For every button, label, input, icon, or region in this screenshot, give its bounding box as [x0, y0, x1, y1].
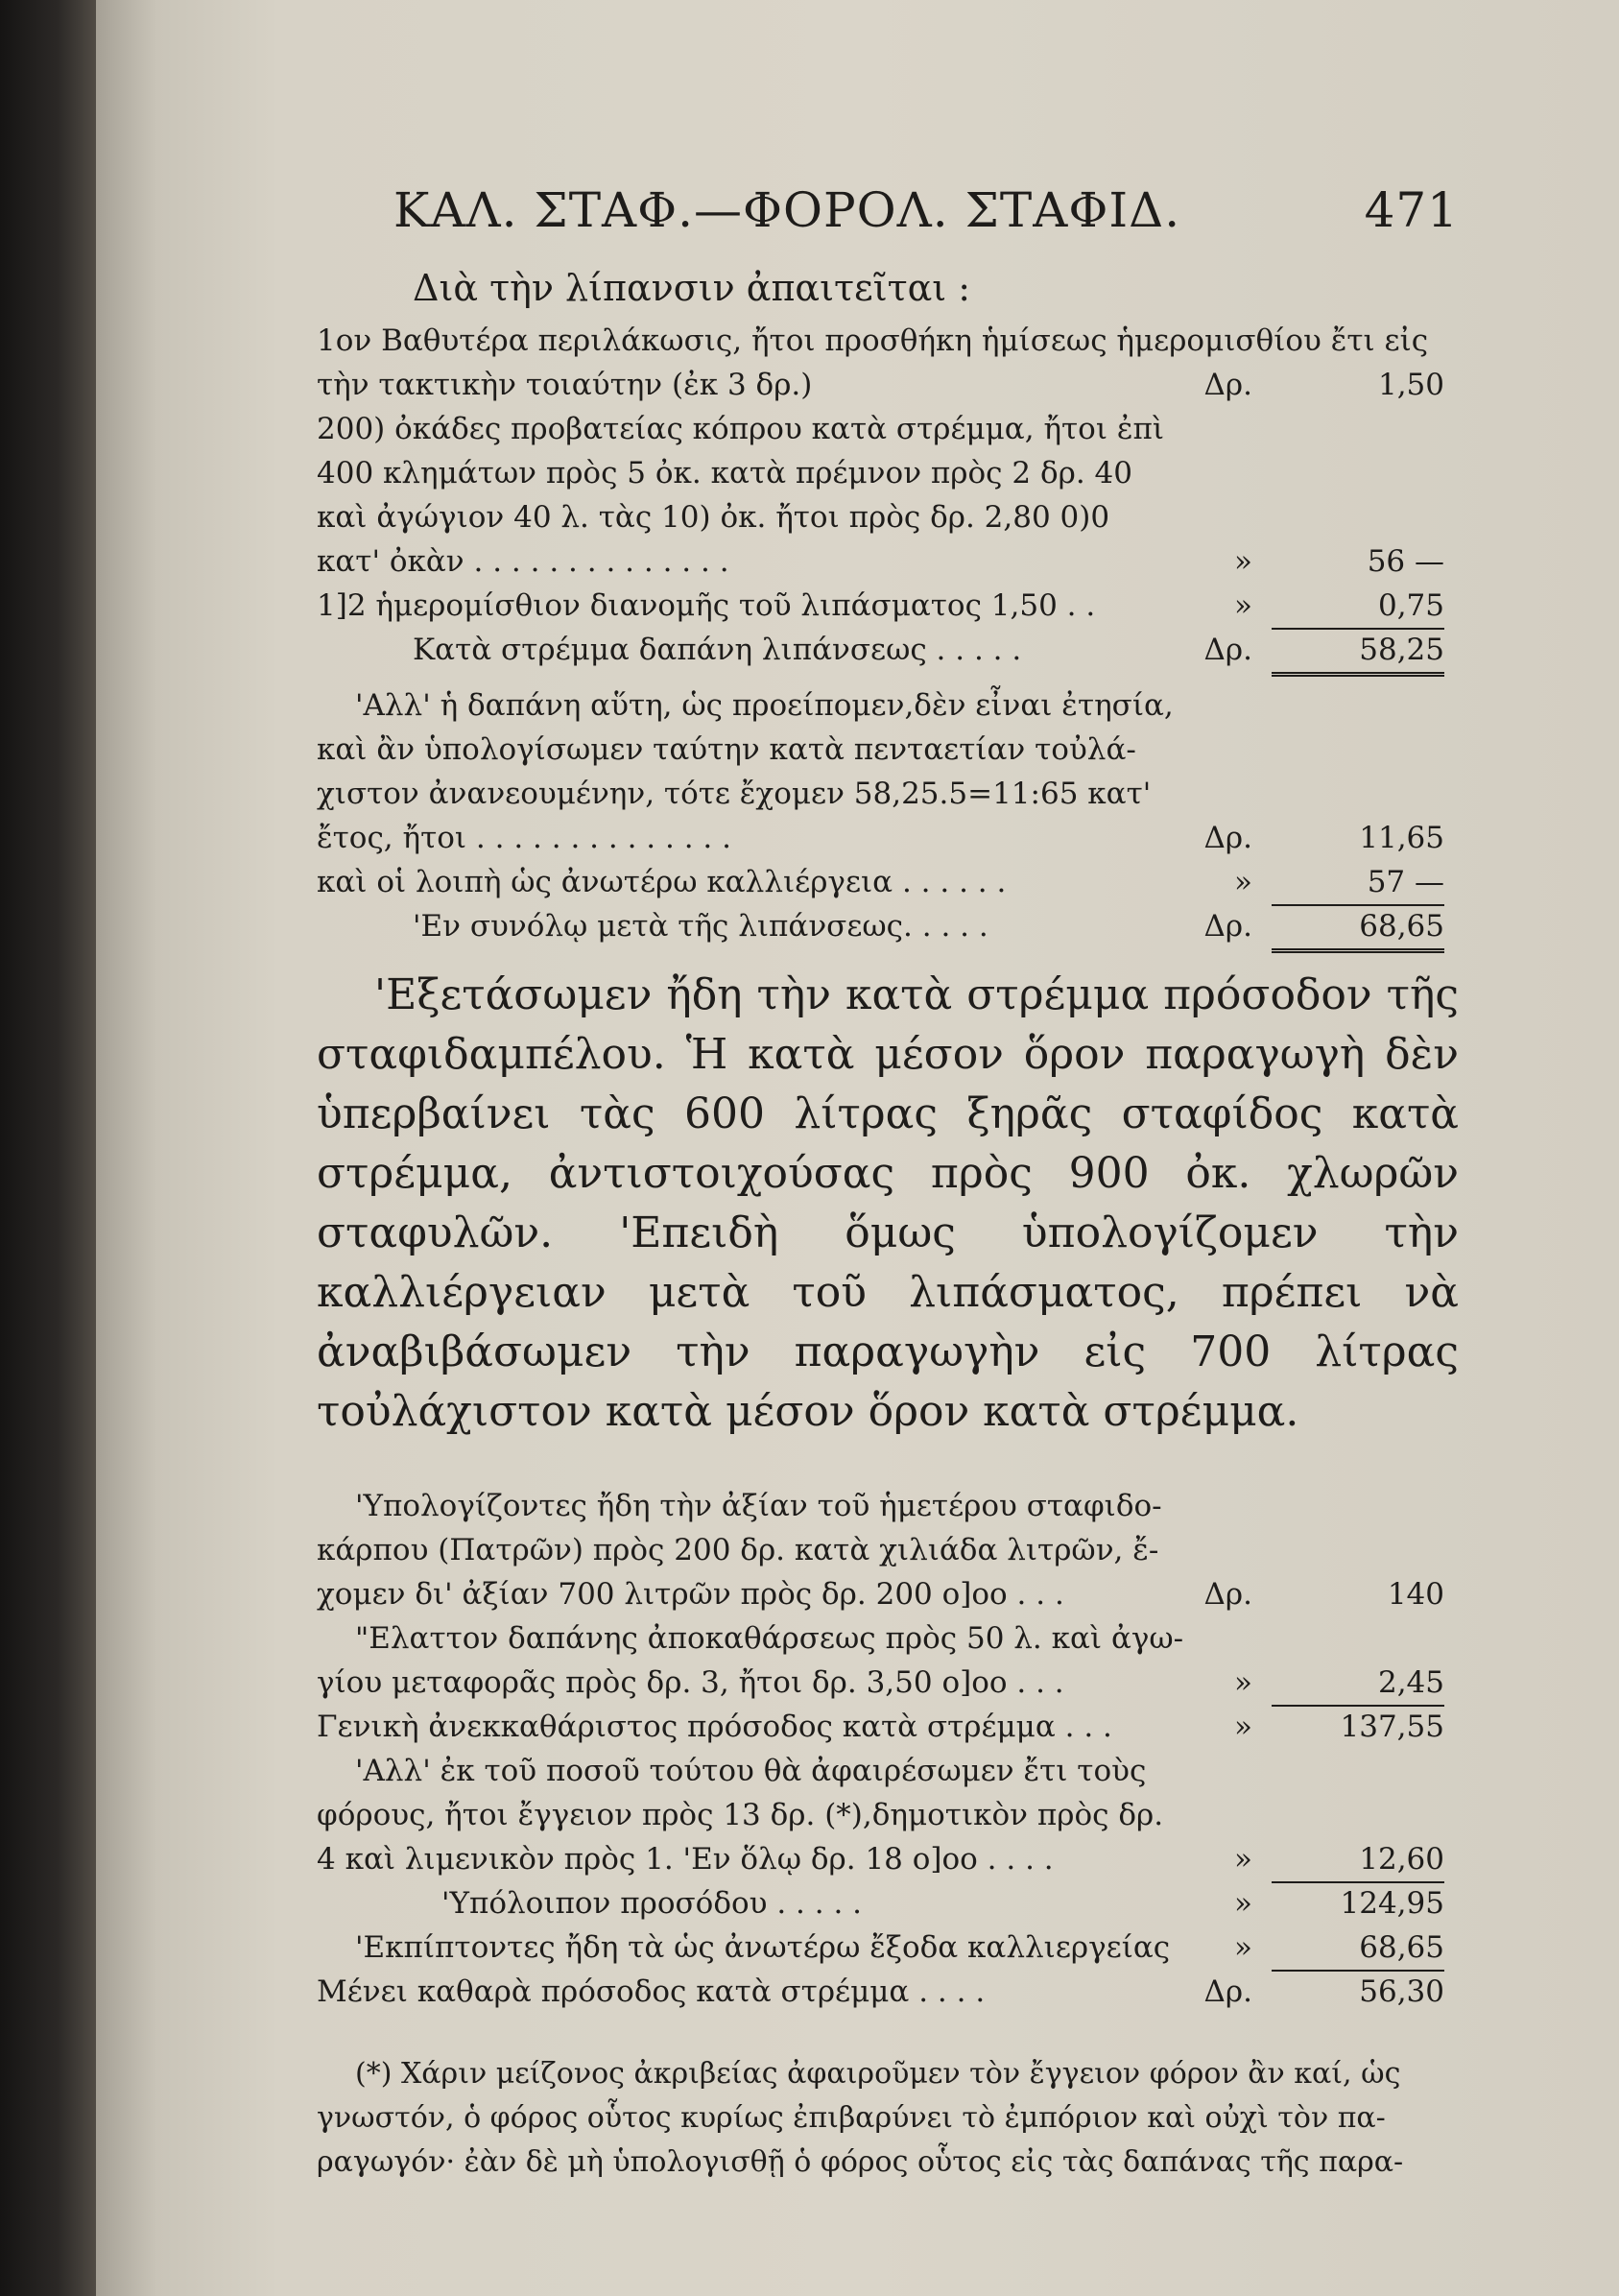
- ledger-row-text: 1ον Βαθυτέρα περιλάκωσις, ἤτοι προσθήκη ἡμίσεως ἡμερομισθίου ἔτι εἰς: [317, 323, 1429, 358]
- ledger-row-text: καὶ ἂν ὑπολογίσωμεν ταύτην κατὰ πενταετίαν τοὐλά-: [317, 732, 1136, 767]
- ledger-row-currency: »: [1234, 544, 1252, 579]
- ledger-row-currency: Δρ.: [1203, 368, 1252, 402]
- ledger-row: [317, 628, 1459, 672]
- footnote-line: (*) Χάριν μείζονος ἀκριβείας ἀφαιροῦμεν τὸν ἔγγειον φόρον ἂν καί, ὡς: [355, 2057, 1401, 2091]
- ledger-row-text: γίου μεταφορᾶς πρὸς δρ. 3, ἤτοι δρ. 3,50 ο]οο . . .: [317, 1665, 1064, 1700]
- ledger-row-text: 'Εκπίπτοντες ἤδη τὰ ὡς ἀνωτέρω ἔξοδα καλλιεργείας: [355, 1930, 1171, 1965]
- ledger-row: [317, 1528, 1459, 1572]
- ledger-row: [317, 451, 1459, 495]
- ledger-row-text: 200) ὀκάδες προβατείας κόπρου κατὰ στρέμμα, ἤτοι ἐπὶ: [317, 412, 1165, 446]
- section-intro: Διὰ τὴν λίπανσιν ἀπαιτεῖται :: [413, 267, 971, 309]
- ledger-row-text: 'Αλλ' ἐκ τοῦ ποσοῦ τούτου θὰ ἀφαιρέσωμεν ἔτι τοὺς: [355, 1754, 1147, 1788]
- ledger-row: [317, 1749, 1459, 1793]
- ledger-row-currency: »: [1234, 1930, 1252, 1965]
- ledger-row: [317, 728, 1459, 772]
- scan-margin: [0, 0, 96, 2296]
- page-number: 471: [1364, 182, 1459, 238]
- ledger-row-text: κάρπου (Πατρῶν) πρὸς 200 δρ. κατὰ χιλιάδα λιτρῶν, ἔ-: [317, 1533, 1159, 1567]
- ledger-row-text: τὴν τακτικὴν τοιαύτην (ἐκ 3 δρ.): [317, 368, 813, 402]
- ledger-row-text: 1]2 ἡμερομίσθιον διανομῆς τοῦ λιπάσματος 1,50 . .: [317, 588, 1096, 623]
- ledger-row-currency: »: [1234, 1842, 1252, 1877]
- ledger-row-currency: »: [1234, 588, 1252, 623]
- ledger-row-amount: 1,50: [1377, 368, 1444, 402]
- revenue-ledger: [317, 1484, 1459, 2014]
- ledger-row: [317, 495, 1459, 539]
- ledger-row: [317, 1705, 1459, 1749]
- ledger-row: [317, 584, 1459, 628]
- ledger-row: [317, 904, 1459, 948]
- ledger-row-amount: 124,95: [1340, 1886, 1444, 1921]
- ledger-row-amount: 57 —: [1272, 860, 1444, 906]
- ledger-row-amount: 58,25: [1272, 628, 1444, 677]
- ledger-row-text: καὶ ἀγώγιον 40 λ. τὰς 10) ὀκ. ἤτοι πρὸς δρ. 2,80 0)0: [317, 500, 1110, 535]
- annual-cost-ledger: [317, 683, 1459, 948]
- ledger-row-amount: 140: [1387, 1577, 1444, 1612]
- ledger-row-text: ἔτος, ἤτοι . . . . . . . . . . . . . .: [317, 821, 731, 855]
- main-paragraph: 'Εξετάσωμεν ἤδη τὴν κατὰ στρέμμα πρόσοδον τῆς σταφιδαμπέλου. Ἡ κατὰ μέσον ὅρον παραγωγὴ δὲν ὑπερβαίνει τὰς 600 λίτρας ξηρᾶς σταφίδος κατὰ στρέμμα, ἀντιστοιχούσας πρὸς 900 ὀκ. χλωρῶν σταφυλῶν. 'Επειδὴ ὅμως ὑπολογίζομεν τὴν καλλιέργειαν μετὰ τοῦ λιπάσματος, πρέπει νὰ ἀναβιβάσωμεν τὴν παραγωγὴν εἰς 700 λίτρας τοὐλάχιστον κατὰ μέσον ὅρον κατὰ στρέμμα.: [317, 970, 1459, 1436]
- ledger-row: [317, 319, 1459, 363]
- ledger-row-amount: 11,65: [1359, 821, 1444, 855]
- ledger-row: [317, 1484, 1459, 1528]
- running-title: ΚΑΛ. ΣΤΑΦ.—ΦΟΡΟΛ. ΣΤΑΦΙΔ.: [393, 182, 1181, 238]
- ledger-row-amount: 2,45: [1272, 1661, 1444, 1707]
- ledger-row-amount: 137,55: [1340, 1710, 1444, 1744]
- ledger-row-text: κατ' ὀκὰν . . . . . . . . . . . . . .: [317, 544, 729, 579]
- ledger-row: [317, 860, 1459, 904]
- ledger-row-currency: »: [1234, 1665, 1252, 1700]
- ledger-row-text: καὶ οἱ λοιπὴ ὡς ἀνωτέρω καλλιέργεια . . . . . .: [317, 865, 1007, 899]
- ledger-row: [317, 539, 1459, 584]
- ledger-row-text: Γενικὴ ἀνεκκαθάριστος πρόσοδος κατὰ στρέμμα . . .: [317, 1710, 1112, 1744]
- ledger-row-amount: 68,65: [1272, 904, 1444, 953]
- ledger-row-currency: Δρ.: [1203, 633, 1252, 667]
- ledger-row: [317, 816, 1459, 860]
- ledger-row: [317, 1661, 1459, 1705]
- ledger-row-currency: Δρ.: [1203, 1577, 1252, 1612]
- ledger-row: [317, 1616, 1459, 1661]
- ledger-row-text: "Ελαττον δαπάνης ἀποκαθάρσεως πρὸς 50 λ. καὶ ἀγω-: [355, 1621, 1184, 1656]
- ledger-row: [317, 772, 1459, 816]
- ledger-row: [317, 407, 1459, 451]
- ledger-row-text: χομεν δι' ἀξίαν 700 λιτρῶν πρὸς δρ. 200 ο]οο . . .: [317, 1577, 1064, 1612]
- ledger-row-amount: 68,65: [1272, 1925, 1444, 1972]
- ledger-row-currency: »: [1234, 1710, 1252, 1744]
- ledger-row-text: Κατὰ στρέμμα δαπάνη λιπάνσεως . . . . .: [413, 633, 1022, 667]
- footnote-line: ραγωγόν· ἐὰν δὲ μὴ ὑπολογισθῇ ὁ φόρος οὗτος εἰς τὰς δαπάνας τῆς παρα-: [317, 2145, 1404, 2179]
- ledger-row-currency: Δρ.: [1203, 909, 1252, 944]
- ledger-row-currency: Δρ.: [1203, 821, 1252, 855]
- ledger-row-amount: 56 —: [1367, 544, 1444, 579]
- ledger-row: [317, 1881, 1459, 1925]
- ledger-row-amount: 0,75: [1272, 584, 1444, 630]
- ledger-row-text: 'Εν συνόλῳ μετὰ τῆς λιπάνσεως. . . . .: [413, 909, 988, 944]
- ledger-row: [317, 1793, 1459, 1837]
- ledger-row-text: 400 κλημάτων πρὸς 5 ὀκ. κατὰ πρέμνον πρὸς 2 δρ. 40: [317, 456, 1132, 490]
- footnote-line: γνωστόν, ὁ φόρος οὗτος κυρίως ἐπιβαρύνει τὸ ἐμπόριον καὶ οὐχὶ τὸν πα-: [317, 2101, 1386, 2135]
- footnote: [317, 2052, 1459, 2185]
- page-content: [317, 182, 1459, 2185]
- running-head: [317, 182, 1459, 250]
- ledger-row: [317, 683, 1459, 728]
- ledger-row: [317, 1925, 1459, 1970]
- ledger-row: [317, 1837, 1459, 1881]
- ledger-row-text: 'Υπολογίζοντες ἤδη τὴν ἀξίαν τοῦ ἡμετέρου σταφιδο-: [355, 1489, 1162, 1523]
- ledger-row-amount: 12,60: [1272, 1837, 1444, 1883]
- ledger-row-currency: »: [1234, 865, 1252, 899]
- book-page: [96, 0, 1619, 2296]
- fertilization-cost-ledger: [317, 319, 1459, 672]
- ledger-row: [317, 1572, 1459, 1616]
- ledger-row-amount: 56,30: [1359, 1974, 1444, 2009]
- ledger-row-text: φόρους, ἤτοι ἔγγειον πρὸς 13 δρ. (*),δημοτικὸν πρὸς δρ.: [317, 1798, 1164, 1832]
- ledger-row-currency: Δρ.: [1203, 1974, 1252, 2009]
- ledger-row-text: 'Υπόλοιπον προσόδου . . . . .: [441, 1886, 863, 1921]
- ledger-row: [317, 1970, 1459, 2014]
- ledger-row-text: Μένει καθαρὰ πρόσοδος κατὰ στρέμμα . . . .: [317, 1974, 986, 2009]
- ledger-row-currency: »: [1234, 1886, 1252, 1921]
- ledger-row: [317, 363, 1459, 407]
- ledger-row-text: χιστον ἀνανεουμένην, τότε ἔχομεν 58,25.5=11:65 κατ': [317, 777, 1152, 811]
- ledger-row-text: 'Αλλ' ἡ δαπάνη αὕτη, ὡς προείπομεν,δὲν εἶναι ἐτησία,: [355, 688, 1174, 723]
- ledger-row-text: 4 καὶ λιμενικὸν πρὸς 1. 'Εν ὅλῳ δρ. 18 ο]οο . . . .: [317, 1842, 1054, 1877]
